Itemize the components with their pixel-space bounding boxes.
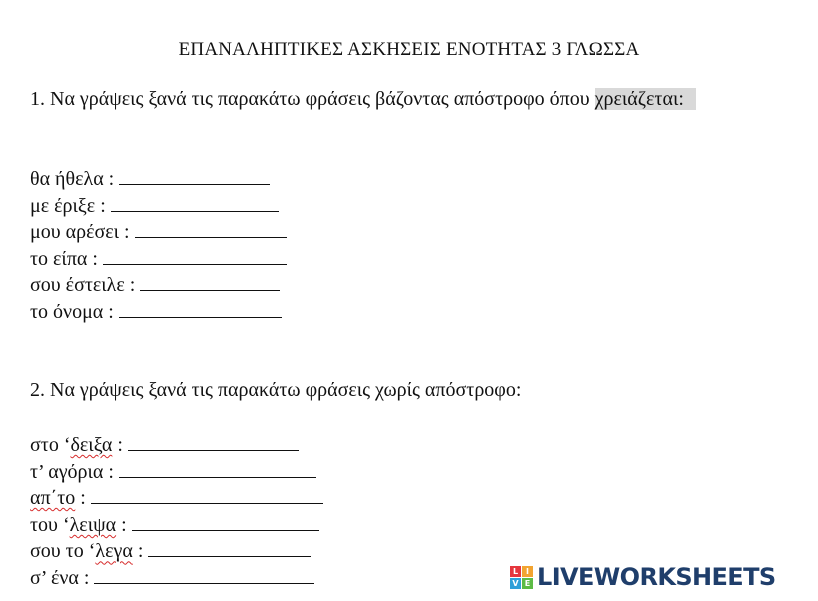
exercise2-item <box>30 459 323 486</box>
page-title: ΕΠΑΝΑΛΗΠΤΙΚΕΣ ΑΣΚΗΣΕΙΣ ΕΝΟΤΗΤΑΣ 3 ΓΛΩΣΣΑ <box>178 39 640 60</box>
answer-blank[interactable] <box>119 300 282 318</box>
answer-blank[interactable] <box>119 167 270 185</box>
exercise1-instruction <box>30 86 772 112</box>
answer-blank[interactable] <box>148 539 311 557</box>
exercise1-item-label: το όνομα : <box>30 300 119 323</box>
exercise1-item-label: θα ήθελα : <box>30 168 120 190</box>
exercise1-item-label: το είπα : <box>30 247 103 270</box>
answer-blank[interactable] <box>140 273 280 291</box>
answer-blank[interactable] <box>119 460 316 478</box>
exercise2-item <box>30 485 323 512</box>
answer-blank[interactable] <box>91 486 323 504</box>
exercise2-instruction: 2. Να γράψεις ξανά τις παρακάτω φράσεις χωρίς απόστροφο: <box>30 379 522 401</box>
exercise1-item <box>30 299 287 326</box>
exercise2-item-word: δειξα <box>70 434 113 456</box>
exercise2-item <box>30 538 323 565</box>
exercise1-item <box>30 193 287 220</box>
answer-blank[interactable] <box>103 247 287 265</box>
answer-blank[interactable] <box>135 220 287 238</box>
exercise2-item-word: απ΄το <box>30 487 76 510</box>
answer-blank[interactable] <box>128 433 299 451</box>
liveworksheets-logo <box>510 563 776 591</box>
exercise2-item-suffix: : <box>112 434 128 456</box>
live-logo-icon <box>510 566 533 589</box>
exercise2-item <box>30 432 323 459</box>
exercise1-item <box>30 272 287 299</box>
exercise1-item-label: με έριξε : <box>30 194 111 217</box>
exercise1-list <box>30 166 287 326</box>
exercise1-item <box>30 166 287 193</box>
exercise1-item <box>30 246 287 273</box>
exercise2-item <box>30 512 323 539</box>
exercise2-item-prefix: στο ‘ <box>30 434 71 456</box>
answer-blank[interactable] <box>111 194 279 212</box>
exercise2-item-word: λεγα <box>95 540 133 563</box>
live-logo-square: L <box>510 566 521 577</box>
live-logo-square: I <box>522 566 533 577</box>
live-logo-square: E <box>522 578 533 589</box>
exercise2-item-suffix: : <box>116 513 132 536</box>
exercise2-item-prefix: του ‘ <box>30 513 70 536</box>
exercise1-instruction-highlight: χρειάζεται: <box>595 88 696 110</box>
exercise2-item-suffix: : <box>75 487 91 510</box>
brand-name: LIVEWORKSHEETS <box>537 563 776 591</box>
exercise2-item <box>30 565 323 592</box>
answer-blank[interactable] <box>94 566 314 584</box>
exercise2-item-prefix: σου το ‘ <box>30 540 96 563</box>
live-logo-square: V <box>510 578 521 589</box>
exercise2-item-word: λειψα <box>69 513 117 536</box>
exercise2-item-suffix: : <box>132 540 149 563</box>
exercise1-instruction-text: 1. Να γράψεις ξανά τις παρακάτω φράσεις βάζοντας απόστροφο όπου <box>30 88 595 110</box>
exercise2-item-suffix: σ’ ένα : <box>30 566 95 589</box>
exercise1-item-label: μου αρέσει : <box>30 221 135 244</box>
answer-blank[interactable] <box>132 513 319 531</box>
exercise2-item-suffix: τ’ αγόρια : <box>30 460 119 483</box>
exercise2-list <box>30 432 323 592</box>
exercise1-item <box>30 219 287 246</box>
exercise1-item-label: σου έστειλε : <box>30 274 141 297</box>
